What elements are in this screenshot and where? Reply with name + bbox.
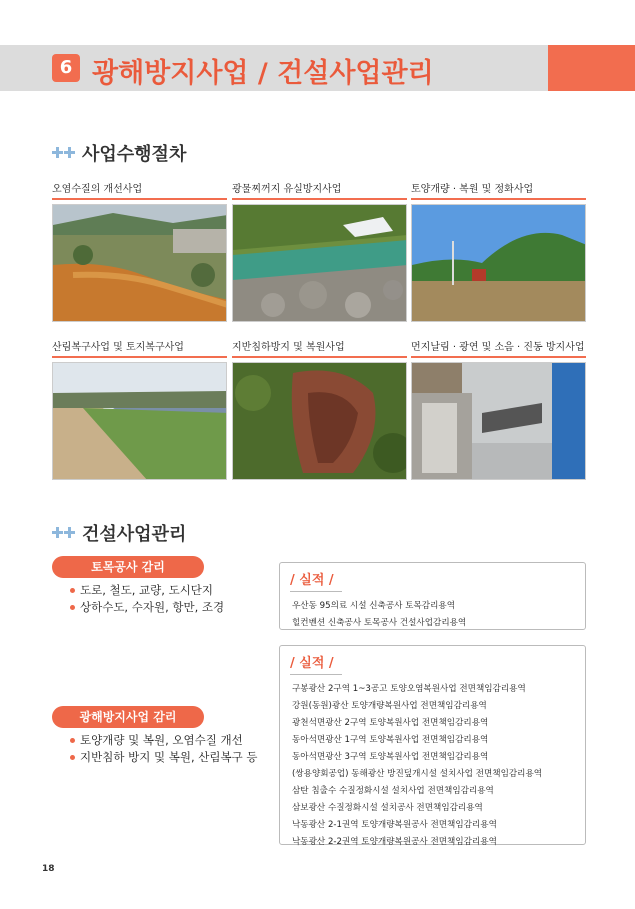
civil-supervision-badge: 토목공사 감리 xyxy=(52,556,204,578)
section-heading-procedure xyxy=(52,140,186,166)
list-item: 삼보광산 수질정화시설 설치공사 전면책임감리용역 xyxy=(292,803,483,813)
list-item: 힐컨벤션 신축공사 토목공사 건설사업감리용역 xyxy=(292,618,467,628)
photo-card xyxy=(52,338,227,480)
page-title: 광해방지사업 / 건설사업관리 xyxy=(92,58,434,89)
list-item: 토양개량 및 복원, 오염수질 개선 xyxy=(70,732,257,749)
photo-caption: 산림복구사업 및 토지복구사업 xyxy=(52,338,227,358)
double-plus-icon xyxy=(52,147,76,159)
civil-bullet-list xyxy=(70,582,224,616)
results-list xyxy=(292,598,585,632)
list-item: 강원(동원)광산 토양개량복원사업 전면책임감리용역 xyxy=(292,701,487,711)
mine-bullet-list xyxy=(70,732,257,766)
results-title: / 실적 / xyxy=(290,652,585,675)
photo-tailings-prevention xyxy=(232,204,407,322)
section-heading-construction xyxy=(52,520,186,546)
photo-caption: 광물찌꺼지 유실방지사업 xyxy=(232,180,407,200)
civil-results-box xyxy=(279,562,586,630)
photo-card xyxy=(232,180,407,322)
list-item: 구봉광산 2구역 1~3공고 토양오염복원사업 전면책임감리용역 xyxy=(292,684,526,694)
list-item: 낙동광산 2-1권역 토양개량복원공사 전면책임감리용역 xyxy=(292,820,497,830)
chapter-number: 6 xyxy=(52,54,80,82)
list-item: 상하수도, 수자원, 항만, 조경 xyxy=(70,599,224,616)
bullet-dot-icon xyxy=(70,738,75,743)
list-item: (쌍용양회공업) 동해광산 방진덮개시설 설치사업 전면책임감리용역 xyxy=(292,769,543,779)
list-item: 삼탄 침출수 수질정화시설 설치사업 전면책임감리용역 xyxy=(292,786,494,796)
photo-card xyxy=(52,180,227,322)
bullet-dot-icon xyxy=(70,605,75,610)
bullet-dot-icon xyxy=(70,588,75,593)
photo-card xyxy=(411,338,586,480)
photo-caption: 오염수질의 개선사업 xyxy=(52,180,227,200)
list-item: 동아석면광산 1구역 토양복원사업 전면책임감리용역 xyxy=(292,735,489,745)
list-item: 우산동 95의료 시설 신축공사 토목감리용역 xyxy=(292,601,455,611)
photo-caption: 먼지날림 · 광연 및 소음 · 진동 방지사업 xyxy=(411,338,586,358)
photo-soil-restoration xyxy=(411,204,586,322)
list-item: 동아석면광산 3구역 토양복원사업 전면책임감리용역 xyxy=(292,752,489,762)
photo-dust-noise-prevention xyxy=(411,362,586,480)
results-title: / 실적 / xyxy=(290,569,585,592)
photo-card xyxy=(411,180,586,322)
photo-caption: 토양개량 · 복원 및 정화사업 xyxy=(411,180,586,200)
mine-supervision-badge: 광해방지사업 감리 xyxy=(52,706,204,728)
photo-caption: 지반침하방지 및 복원사업 xyxy=(232,338,407,358)
results-list xyxy=(292,681,585,851)
page-number: 18 xyxy=(42,864,55,874)
header-accent-block xyxy=(548,45,635,91)
double-plus-icon xyxy=(52,527,76,539)
bullet-dot-icon xyxy=(70,755,75,760)
list-item: 광천석면광산 2구역 토양복원사업 전면책임감리용역 xyxy=(292,718,489,728)
list-item: 도로, 철도, 교량, 도시단지 xyxy=(70,582,224,599)
photo-subsidence-prevention xyxy=(232,362,407,480)
photo-water-quality xyxy=(52,204,227,322)
list-item: 낙동광산 2-2권역 토양개량복원공사 전면책임감리용역 xyxy=(292,837,497,847)
photo-card xyxy=(232,338,407,480)
list-item: 지반침하 방지 및 복원, 산림복구 등 xyxy=(70,749,257,766)
photo-forest-recovery xyxy=(52,362,227,480)
section-title: 사업수행절차 xyxy=(82,144,187,165)
section-title: 건설사업관리 xyxy=(82,524,187,545)
mine-results-box xyxy=(279,645,586,845)
